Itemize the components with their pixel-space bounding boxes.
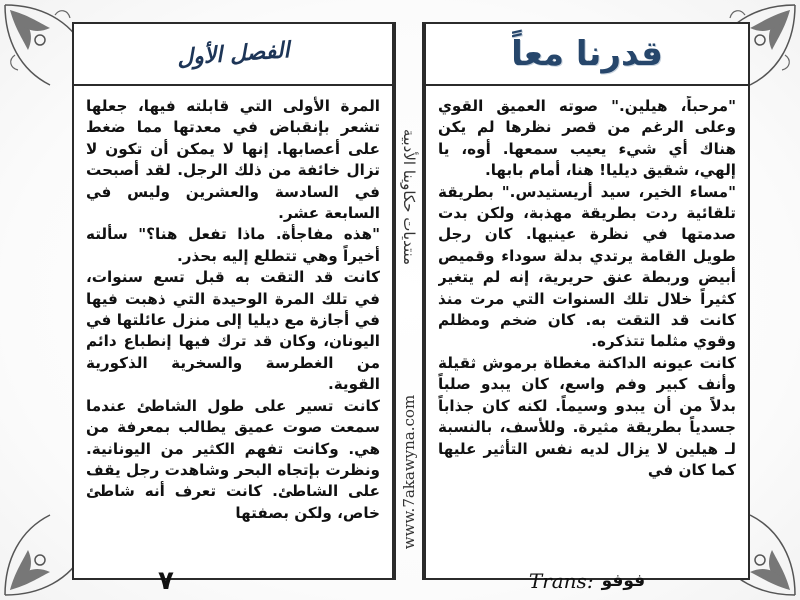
right-page-footer — [424, 566, 750, 596]
left-page-footer — [72, 562, 394, 600]
website-url: www.7akawyna.com — [400, 394, 418, 550]
chapter-title: الفصل الأول — [175, 37, 291, 71]
paragraph: المرة الأولى التي قابلته فيها، جعلها تشعر بإنقباض في معدتها مما ضغط على أعصابها. إنها لا يمكن أن تكون لا تزال خائفة من ذلك الرجل. لقد أصبحت في السادسة والعشرين وليس في السابعة عشر. — [86, 97, 380, 223]
trans-label: Trans: — [528, 569, 594, 593]
right-page-text — [438, 96, 736, 536]
paragraph: كانت تسير على طول الشاطئ عندما سمعت صوت عميق يطالب بمعرفة من هي. وكانت تفهم الكثير من اليونانية. ونظرت بإتجاه البحر وشاهدت رجل يقف على الشاطئ. كانت تعرف أنه شاطئ خاص، ولكن بصفتها — [86, 396, 380, 522]
left-page-header — [74, 24, 392, 86]
paragraph: كانت عيونه الداكنة مغطاة برموش ثقيلة وأنف كبير وفم واسع، كان يبدو صلباً بدلاً من أن يبدو وسيماً. لكنه كان جذاباً جسدياً بطريقة مثيرة. وللأسف، بالنسبة لـ هيلين لا يزال لديه نفس التأثير عليها كما كان في — [438, 353, 736, 479]
forum-name: منتديات حكاوينا الأدبية — [400, 128, 418, 266]
translator-name: فوفو — [601, 571, 646, 591]
page-number: ٧ — [158, 566, 174, 596]
left-page-text — [86, 96, 380, 536]
paragraph: "مساء الخير، سيد أريستيدس." بطريقة تلقائية ردت بطريقة مهذبة، ولكن بدت صدمتها في نظرة عينيها. كان رجل طويل القامة يرتدي بدلة سوداء وقميص أبيض وربطة عنق حريرية، إنه لم يتغير كثيراً خلال تلك السنوات التي مرت منذ كانت قد التقت به. كان ضخم ومظلم وقوي مثلما تتذكره. — [438, 182, 736, 351]
right-page — [424, 22, 750, 580]
paragraph: "هذه مفاجأة. ماذا تفعل هنا؟" سألته أخيراً وهي تتطلع إليه بحذر. — [86, 225, 380, 265]
book-title: قدرنا معاً — [511, 34, 663, 74]
spine-divider — [394, 22, 396, 580]
book-spine — [394, 22, 424, 580]
paragraph: كانت قد التقت به قبل تسع سنوات، في تلك المرة الوحيدة التي ذهبت فيها في أجازة مع ديليا إلى منزل عائلتها في اليونان، وكان قد ترك فيها إنطباع دائم من الغطرسة والسخرية الذكورية القوية. — [86, 268, 380, 394]
right-page-header — [426, 24, 748, 86]
left-page — [72, 22, 394, 580]
paragraph: "مرحباً، هيلين." صوته العميق القوي وعلى الرغم من قصر نظرها لم يكن هناك أي شيء يعيب سمعها. أوه، يا إلهي، شقيق ديليا! هنا، أمام بابها. — [438, 97, 736, 180]
